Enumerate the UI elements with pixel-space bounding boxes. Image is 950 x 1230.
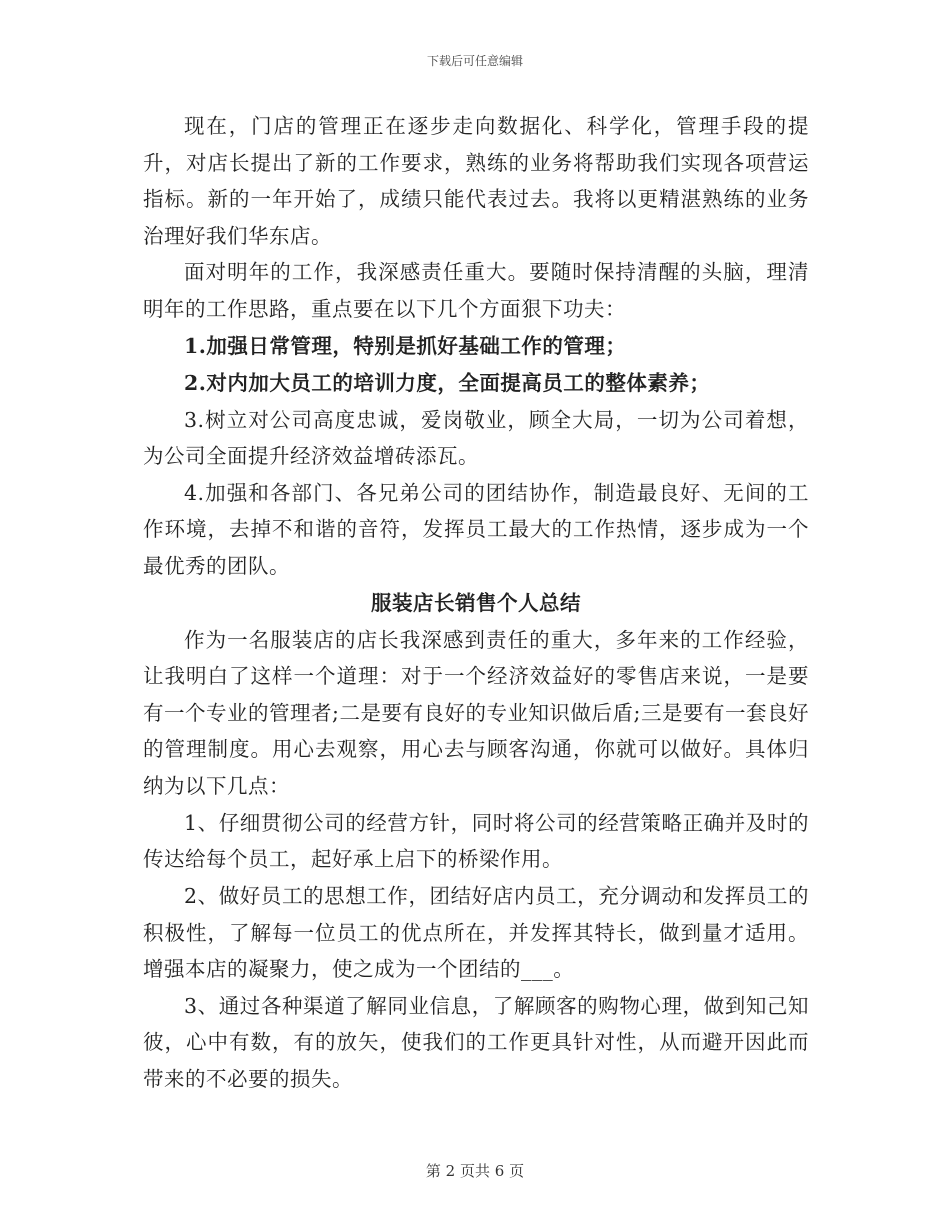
page-header: 下载后可任意编辑 [426, 54, 523, 68]
list-item: 3.树立对公司高度忠诚，爱岗敬业，顾全大局，一切为公司着想，为公司全面提升经济效益增砖添瓦。 [143, 407, 809, 469]
paragraph: 面对明年的工作，我深感责任重大。要随时保持清醒的头脑，理清明年的工作思路，重点要在以下几个方面狠下功夫： [143, 260, 809, 321]
list-item-bold: 1.加强日常管理，特别是抓好基础工作的管理； [184, 333, 627, 358]
list-item: 3、通过各种渠道了解同业信息，了解顾客的购物心理，做到知己知彼，心中有数，有的放矢，使我们的工作更具针对性，从而避开因此而带来的不必要的损失。 [143, 993, 809, 1091]
paragraph: 作为一名服装店的店长我深感到责任的重大，多年来的工作经验，让我明白了这样一个道理：对于一个经济效益好的零售店来说，一是要有一个专业的管理者;二是要有良好的专业知识做后盾;三是要有一套良好的管理制度。用心去观察，用心去与顾客沟通，你就可以做好。具体归纳为以下几点： [143, 627, 809, 798]
section-title: 服装店长销售个人总结 [371, 590, 581, 615]
document-body [143, 108, 809, 1098]
list-item: 4.加强和各部门、各兄弟公司的团结协作，制造最良好、无间的工作环境，去掉不和谐的音符，发挥员工最大的工作热情，逐步成为一个最优秀的团队。 [143, 480, 809, 578]
list-item: 2、做好员工的思想工作，团结好店内员工，充分调动和发挥员工的积极性，了解每一位员工的优点所在，并发挥其特长，做到量才适用。增强本店的凝聚力，使之成为一个团结的___。 [143, 884, 809, 982]
paragraph: 现在，门店的管理正在逐步走向数据化、科学化，管理手段的提升，对店长提出了新的工作要求，熟练的业务将帮助我们实现各项营运指标。新的一年开始了，成绩只能代表过去。我将以更精湛熟练的业务治理好我们华东店。 [143, 114, 809, 248]
list-item-bold: 2.对内加大员工的培训力度，全面提高员工的整体素养； [184, 370, 711, 395]
list-item: 1、仔细贯彻公司的经营方针，同时将公司的经营策略正确并及时的传达给每个员工，起好承上启下的桥梁作用。 [143, 810, 809, 872]
page-footer: 第 2 页共 6 页 [425, 1162, 525, 1180]
